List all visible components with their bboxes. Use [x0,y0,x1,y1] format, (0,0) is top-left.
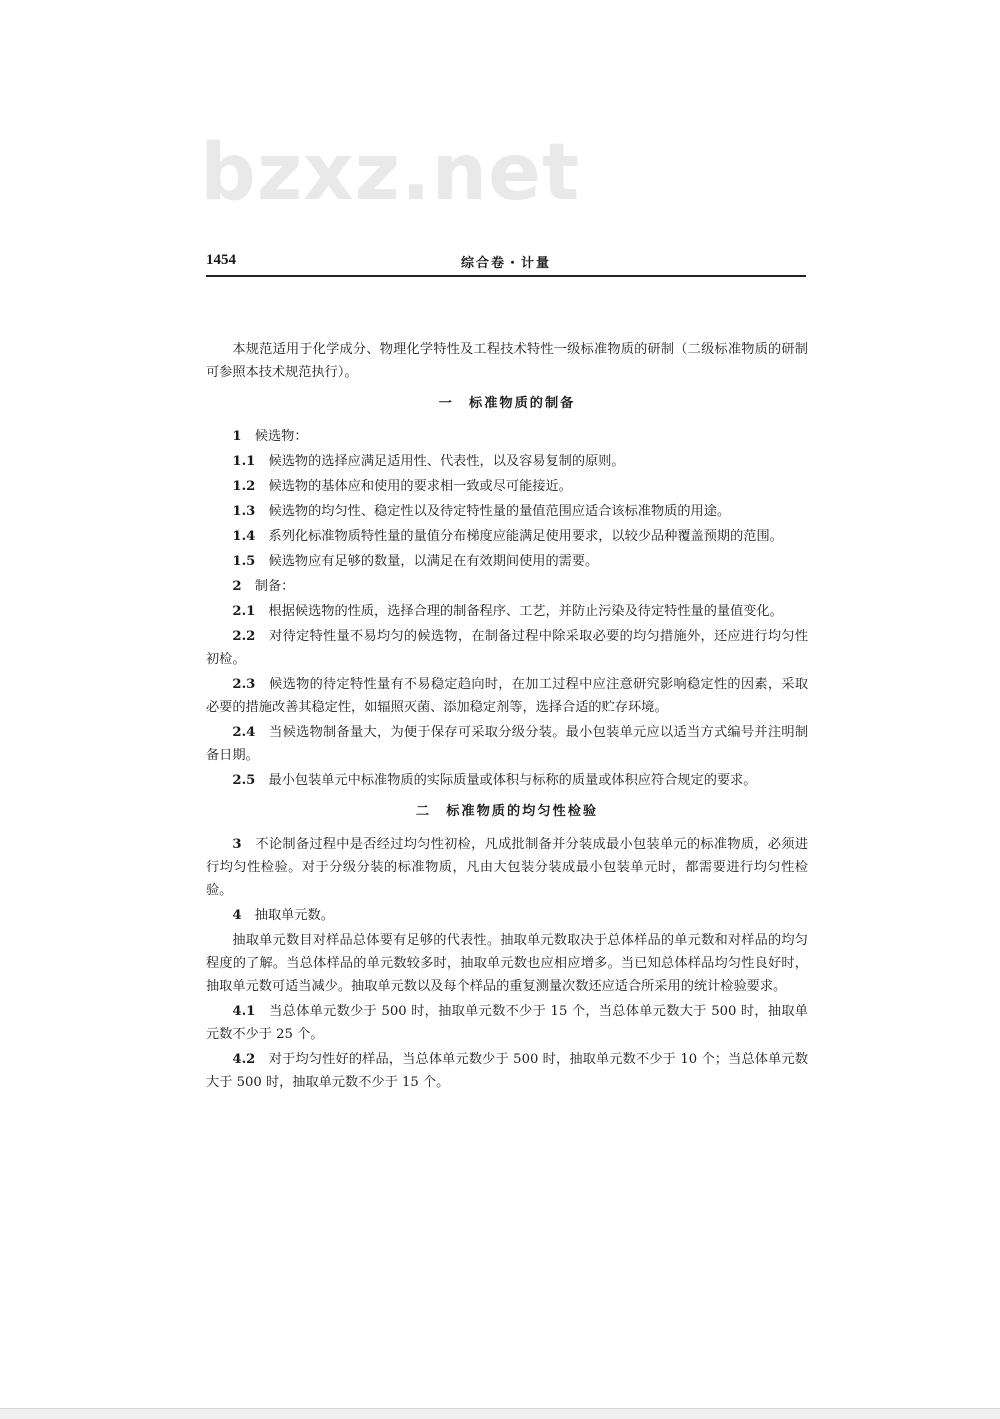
clause-text: 对于均匀性好的样品，当总体单元数少于 500 时，抽取单元数不少于 10 个；当总体单元数大于 500 时，抽取单元数不少于 15 个。 [206,1052,809,1090]
clause-text: 系列化标准物质特性量的量值分布梯度应能满足使用要求，以较少品种覆盖预期的范围。 [268,529,783,544]
clause [206,450,808,473]
clause [206,525,808,548]
running-title: 综合卷・计量 [460,256,551,271]
clause-text: 抽取单元数目对样品总体要有足够的代表性。抽取单元数取决于总体样品的单元数和对样品的均匀程度的了解。当总体样品的单元数较多时，抽取单元数也应相应增多。当已知总体样品均匀性良好时，抽取单元数可适当减少。抽取单元数以及每个样品的重复测量次数还应适合所采用的统计检验要求。 [206,933,808,994]
page-number: 1454 [206,252,236,268]
clause-number: 1.3 [232,504,256,519]
clause [206,673,808,719]
clause-text: 当总体单元数少于 500 时，抽取单元数不少于 15 个，当总体单元数大于 500 时，抽取单元数不少于 25 个。 [206,1004,808,1042]
clause [206,929,808,998]
clause-text: 当候选物制备量大，为便于保存可采取分级分装。最小包装单元应以适当方式编号并注明制备日期。 [206,725,809,763]
clause-text: 制备： [254,579,295,594]
clause [206,600,808,623]
clause [206,500,808,523]
clause [206,550,808,573]
clause [206,904,808,927]
intro-paragraph: 本规范适用于化学成分、物理化学特性及工程技术特性一级标准物质的研制（二级标准物质的研制可参照本技术规范执行）。 [206,342,808,380]
clause-number: 2.1 [232,604,256,619]
clause-number: 1 [232,429,242,444]
clause-number: 1.1 [232,454,256,469]
clause-text: 最小包装单元中标准物质的实际质量或体积与标称的质量或体积应符合规定的要求。 [268,773,757,788]
clause-text: 候选物的待定特性量有不易稳定趋向时，在加工过程中应注意研究影响稳定性的因素，采取必要的措施改善其稳定性，如辐照灭菌、添加稳定剂等，选择合适的贮存环境。 [206,677,809,715]
clause [206,575,808,598]
header-rule [206,275,806,277]
clause-text: 候选物的选择应满足适用性、代表性，以及容易复制的原则。 [268,454,625,469]
clause-number: 2.5 [232,773,256,788]
section-title-preparation: 一 标准物质的制备 [438,396,576,411]
clause-text: 不论制备过程中是否经过均匀性初检，凡成批制备并分装成最小包装单元的标准物质，必须进行均匀性检验。对于分级分装的标准物质，凡由大包装分装成最小包装单元时，都需要进行均匀性检验。 [206,837,809,898]
clause [206,1000,808,1046]
clause-number: 2.4 [232,725,256,740]
clause-number: 2.3 [232,677,256,692]
clause [206,625,808,671]
clause-text: 候选物应有足够的数量，以满足在有效期间使用的需要。 [268,554,599,569]
section-title-homogeneity: 二 标准物质的均匀性检验 [415,804,599,819]
clause [206,475,808,498]
page-bottom-edge [0,1408,1000,1419]
clause [206,833,808,902]
clause-text: 候选物的均匀性、稳定性以及待定特性量的量值范围应适合该标准物质的用途。 [268,504,731,519]
clause-text: 候选物的基体应和使用的要求相一致或尽可能接近。 [268,479,572,494]
clause [206,721,808,767]
clause-text: 候选物： [254,429,308,444]
clause-number: 3 [232,837,242,852]
clause-text: 对待定特性量不易均匀的候选物，在制备过程中除采取必要的均匀措施外，还应进行均匀性初检。 [206,629,809,667]
document-body [206,338,808,1096]
clause-number: 2.2 [232,629,256,644]
clause-number: 4.2 [232,1052,256,1067]
clause-text: 抽取单元数。 [254,908,334,923]
clause-number: 2 [232,579,242,594]
clause-number: 4 [232,908,242,923]
watermark: bzxz.net [200,128,581,218]
clause-number: 1.2 [232,479,256,494]
clause [206,425,808,448]
clause [206,769,808,792]
clause-number: 1.5 [232,554,256,569]
clause-number: 1.4 [232,529,256,544]
page-header [206,252,806,274]
clause-number: 4.1 [232,1004,256,1019]
clause [206,1048,808,1094]
clause-text: 根据候选物的性质，选择合理的制备程序、工艺，并防止污染及待定特性量的量值变化。 [268,604,783,619]
